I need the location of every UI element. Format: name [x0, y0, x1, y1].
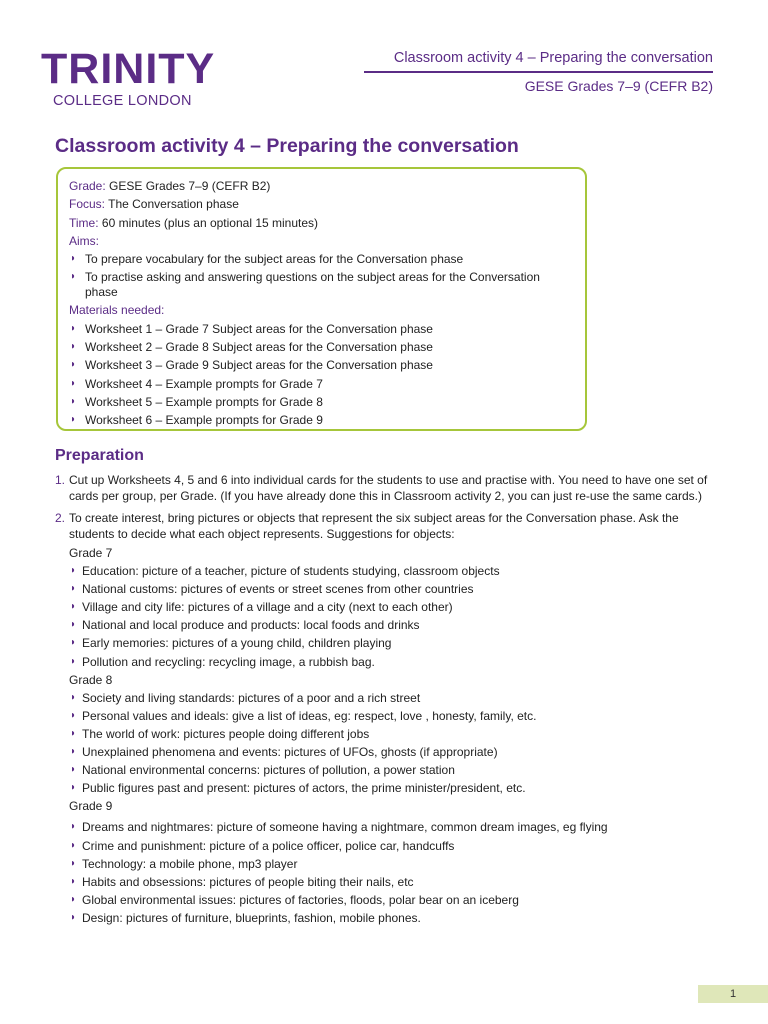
- bullet-icon: ◗: [70, 359, 77, 371]
- bullet-icon: ◗: [70, 637, 77, 649]
- bullet-icon: ◗: [70, 782, 77, 794]
- page-number: 1: [698, 985, 768, 1003]
- preparation-step-1: [55, 473, 715, 504]
- bullet-icon: ◗: [70, 893, 77, 905]
- bullet-icon: ◗: [70, 271, 77, 283]
- list-item: ◗ Early memories: pictures of a young child, children playing: [69, 634, 719, 652]
- bullet-icon: ◗: [70, 911, 77, 923]
- bullet-icon: ◗: [70, 253, 77, 265]
- list-item: ◗ To practise asking and answering questions on the subject areas for the Conversation phase: [70, 270, 540, 299]
- trinity-logo: [41, 45, 216, 109]
- list-item: ◗ Personal values and ideals: give a list of ideas, eg: respect, love , honesty, family, etc.: [69, 707, 719, 725]
- bullet-icon: ◗: [70, 619, 77, 631]
- list-item: ◗ Society and living standards: pictures of a poor and a rich street: [69, 689, 719, 707]
- bullet-icon: ◗: [70, 709, 77, 721]
- step-number: 2.: [55, 511, 66, 525]
- bullet-icon: ◗: [70, 565, 77, 577]
- list-item: ◗ Worksheet 6 – Example prompts for Grade 9: [69, 411, 574, 429]
- bullet-icon: ◗: [70, 655, 77, 667]
- bullet-icon: ◗: [70, 821, 77, 833]
- list-item: ◗ Worksheet 4 – Example prompts for Grade 7: [69, 375, 574, 393]
- materials-list: [69, 320, 574, 430]
- grade-9-label: Grade 9: [69, 799, 113, 814]
- list-item: ◗ Design: pictures of furniture, blueprints, fashion, mobile phones.: [69, 909, 719, 927]
- list-item: ◗ Public figures past and present: pictures of actors, the prime minister/president, etc.: [69, 779, 719, 797]
- page-title: Classroom activity 4 – Preparing the conversation: [55, 135, 519, 157]
- bullet-icon: ◗: [70, 601, 77, 613]
- list-item: ◗ Crime and punishment: picture of a police officer, police car, handcuffs: [69, 837, 719, 855]
- object-suggestions: [69, 544, 719, 927]
- grade-7-label: Grade 7: [69, 546, 113, 560]
- grade-label: Grade:: [69, 179, 106, 193]
- list-item: ◗ Unexplained phenomena and events: pictures of UFOs, ghosts (if appropriate): [69, 743, 719, 761]
- bullet-icon: ◗: [70, 764, 77, 776]
- grade-9-list: [69, 818, 719, 927]
- aims-label: Aims:: [69, 233, 99, 248]
- bullet-icon: ◗: [70, 395, 77, 407]
- list-item: ◗ Worksheet 5 – Example prompts for Grade 8: [69, 393, 574, 411]
- list-item: ◗ National customs: pictures of events or street scenes from other countries: [69, 580, 719, 598]
- list-item: ◗ Habits and obsessions: pictures of people biting their nails, etc: [69, 873, 719, 891]
- step-text: Cut up Worksheets 4, 5 and 6 into individual cards for the students to use and practise with. You need to have one set of cards per group, per Grade. (If you have already done this in Classroom activity 2, you can just re-use the same cards.): [69, 473, 708, 503]
- preparation-step-2: [55, 511, 715, 542]
- preparation-heading: Preparation: [55, 447, 144, 464]
- time-value: 60 minutes (plus an optional 15 minutes): [98, 215, 319, 230]
- focus-value: The Conversation phase: [105, 197, 239, 212]
- focus-label: Focus:: [69, 197, 106, 212]
- list-item: ◗ Worksheet 1 – Grade 7 Subject areas for the Conversation phase: [69, 320, 574, 338]
- list-item: ◗ Technology: a mobile phone, mp3 player: [69, 855, 719, 873]
- focus-line: [69, 195, 574, 213]
- list-item: ◗ National environmental concerns: pictures of pollution, a power station: [69, 761, 719, 779]
- list-item: ◗ To prepare vocabulary for the subject areas for the Conversation phase: [69, 250, 574, 268]
- list-item: ◗ Village and city life: pictures of a village and a city (next to each other): [69, 598, 719, 616]
- list-item: ◗ Pollution and recycling: recycling image, a rubbish bag.: [69, 653, 719, 671]
- list-item: ◗ National and local produce and products: local foods and drinks: [69, 616, 719, 634]
- bullet-icon: ◗: [70, 414, 77, 426]
- time-label: Time:: [69, 215, 99, 230]
- list-item: ◗ Education: picture of a teacher, picture of students studying, classroom objects: [69, 562, 719, 580]
- bullet-icon: ◗: [70, 839, 77, 851]
- step-number: 1.: [55, 473, 66, 487]
- header-grade: GESE Grades 7–9 (CEFR B2): [524, 78, 713, 94]
- bullet-icon: ◗: [70, 727, 77, 739]
- list-item: ◗ Global environmental issues: pictures of factories, floods, polar bear on an iceberg: [69, 891, 719, 909]
- time-line: [69, 214, 574, 232]
- bullet-icon: ◗: [70, 691, 77, 703]
- list-item: ◗ Worksheet 3 – Grade 9 Subject areas for the Conversation phase: [69, 356, 574, 374]
- grade-8-label: Grade 8: [69, 672, 113, 687]
- bullet-icon: ◗: [70, 322, 77, 334]
- header-title: Classroom activity 4 – Preparing the conversation: [393, 50, 713, 66]
- bullet-icon: ◗: [70, 857, 77, 869]
- activity-info-box: [56, 167, 587, 431]
- grade-line: [69, 177, 574, 195]
- list-item: ◗ Dreams and nightmares: picture of someone having a nightmare, common dream images, eg flying: [69, 818, 719, 836]
- bullet-icon: ◗: [70, 746, 77, 758]
- list-item: ◗ The world of work: pictures people doing different jobs: [69, 725, 719, 743]
- materials-label: Materials needed:: [69, 303, 165, 318]
- grade-7-list: [69, 562, 719, 671]
- list-item: ◗ Worksheet 2 – Grade 8 Subject areas for the Conversation phase: [69, 338, 574, 356]
- bullet-icon: ◗: [70, 377, 77, 389]
- grade-8-list: [69, 689, 719, 798]
- bullet-icon: ◗: [70, 875, 77, 887]
- grade-value: GESE Grades 7–9 (CEFR B2): [105, 179, 271, 193]
- step-text: To create interest, bring pictures or objects that represent the six subject areas for the Conversation phase. Ask the students to decide what each object represents. Suggestions for objects:: [69, 511, 679, 541]
- logo-wordmark: TRINITY: [41, 45, 216, 93]
- logo-subtitle: COLLEGE LONDON: [53, 93, 192, 109]
- bullet-icon: ◗: [70, 341, 77, 353]
- bullet-icon: ◗: [70, 583, 77, 595]
- aims-list: [69, 250, 574, 299]
- header-divider: [364, 71, 713, 73]
